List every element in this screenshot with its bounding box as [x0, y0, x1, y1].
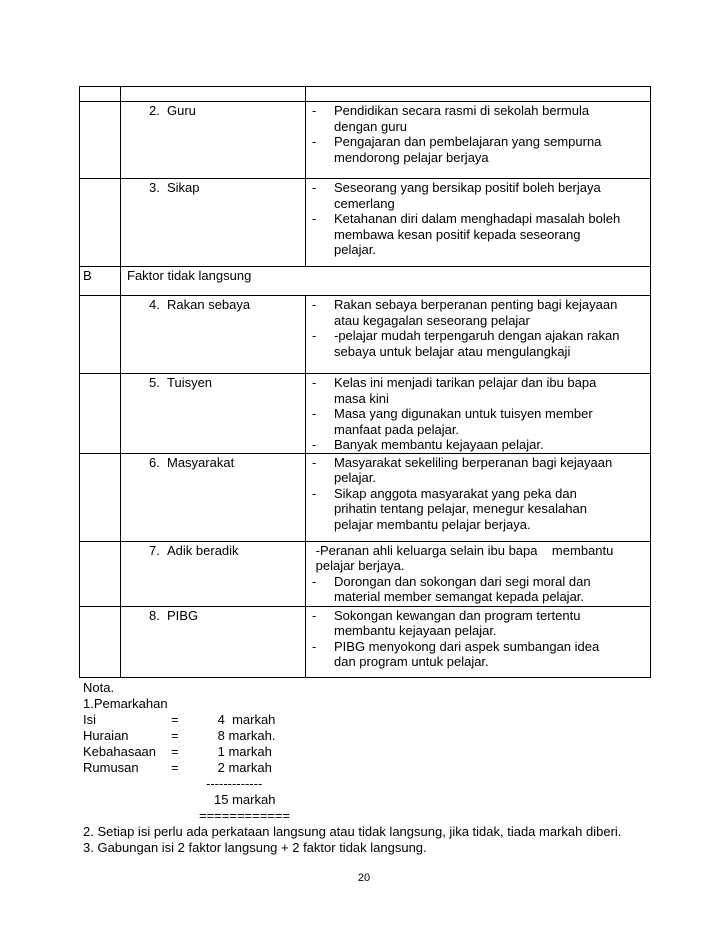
bullet-text	[334, 486, 647, 533]
bullet-dash: -	[312, 485, 317, 501]
bullet-point	[312, 486, 647, 533]
bullet-line: membantu kejayaan pelajar.	[334, 623, 497, 638]
bullet-point	[312, 608, 647, 639]
factor-points-cell	[306, 296, 651, 374]
bullet-line: prihatin tentang pelajar, menegur kesalahan	[334, 501, 587, 516]
bullet-line: Masyarakat sekeliling berperanan bagi kejayaan	[334, 454, 613, 470]
factor-points-cell	[306, 102, 651, 179]
bullet-dash: -	[312, 328, 317, 343]
section-b-row	[80, 267, 651, 296]
note-2: 2. Setiap isi perlu ada perkataan langsung atau tidak langsung, jika tidak, tiada markah diberi.	[83, 824, 622, 839]
notes-section	[83, 680, 683, 856]
score-value: 2 markah	[214, 760, 272, 775]
bullet-point	[312, 455, 647, 486]
factor-cell	[121, 453, 306, 541]
factor-points-cell	[306, 606, 651, 677]
table-row	[80, 374, 651, 454]
bullet-dash: -	[312, 134, 317, 149]
table-row	[80, 606, 651, 677]
row-section-cell	[80, 453, 121, 541]
bullet-line: -pelajar mudah terpengaruh dengan ajakan rakan	[334, 328, 620, 343]
bullet-line: material member semangat kepada pelajar.	[334, 589, 585, 604]
bullet-line: atau kegagalan seseorang pelajar	[334, 312, 530, 328]
bullet-point	[312, 211, 647, 258]
bullet-line: manfaat pada pelajar.	[334, 421, 460, 437]
bullet-line: Pengajaran dan pembelajaran yang sempurna	[334, 134, 602, 149]
bullet-point	[312, 134, 647, 165]
factor-name: Adik beradik	[167, 542, 239, 558]
factor-number: 4.	[149, 297, 160, 312]
factor-cell	[121, 606, 306, 677]
factor-number: 6.	[149, 454, 160, 470]
bullet-line: Banyak membantu kejayaan pelajar.	[334, 437, 544, 452]
bullet-dash: -	[312, 437, 317, 452]
factor-number: 3.	[149, 180, 160, 195]
plain-line: -Peranan ahli keluarga selain ibu bapa membantu	[312, 542, 614, 558]
score-divider: -------------	[206, 776, 263, 791]
bullet-dash: -	[312, 454, 317, 470]
section-letter: B	[80, 267, 121, 296]
notes-title: Nota.	[83, 680, 115, 695]
score-row	[83, 760, 683, 776]
bullet-dash: -	[312, 180, 317, 195]
table-row	[80, 296, 651, 374]
table-header-row	[80, 87, 651, 102]
marking-table	[79, 86, 651, 678]
factor-cell	[121, 374, 306, 454]
row-section-cell	[80, 374, 121, 454]
score-label: Huraian	[83, 728, 129, 743]
bullet-dash: -	[312, 406, 317, 421]
score-list	[83, 712, 683, 776]
bullet-line: cemerlang	[334, 195, 395, 211]
score-value: 4 markah	[214, 712, 276, 727]
section-title: Faktor tidak langsung	[121, 267, 651, 296]
bullet-text	[334, 406, 647, 437]
bullet-line: Masa yang digunakan untuk tuisyen member	[334, 406, 593, 421]
bullet-text	[334, 455, 647, 486]
factor-name: Sikap	[167, 180, 200, 195]
table-row	[80, 179, 651, 267]
row-section-cell	[80, 102, 121, 179]
score-row	[83, 712, 683, 728]
factor-points-cell	[306, 179, 651, 267]
score-equals: =	[171, 728, 179, 743]
bullet-line: Sokongan kewangan dan program tertentu	[334, 607, 581, 623]
plain-line: pelajar berjaya.	[312, 558, 405, 573]
factor-name: PIBG	[167, 607, 199, 623]
bullet-line: dengan guru	[334, 118, 408, 134]
bullet-line: pelajar.	[334, 470, 376, 485]
score-label: Rumusan	[83, 760, 139, 775]
bullet-line: sebaya untuk belajar atau mengulangkaji	[334, 343, 571, 359]
bullet-point	[312, 328, 647, 359]
factor-cell	[121, 102, 306, 179]
row-section-cell	[80, 179, 121, 267]
factor-points-cell	[306, 374, 651, 454]
bullet-point	[312, 103, 647, 134]
bullet-line: Kelas ini menjadi tarikan pelajar dan ibu bapa	[334, 375, 597, 390]
bullet-dash: -	[312, 375, 317, 390]
bullet-dash: -	[312, 607, 317, 623]
bullet-line: Pendidikan secara rasmi di sekolah bermula	[334, 103, 590, 118]
bullet-line: PIBG menyokong dari aspek sumbangan idea	[334, 638, 600, 654]
bullet-text	[334, 134, 647, 165]
bullet-line: pelajar membantu pelajar berjaya.	[334, 516, 531, 532]
page-number: 20	[357, 872, 371, 884]
bullet-text	[334, 375, 647, 406]
bullet-line: Ketahanan diri dalam menghadapi masalah boleh	[334, 211, 621, 226]
row-section-cell	[80, 296, 121, 374]
bullet-line: pelajar.	[334, 242, 376, 257]
factor-points-cell	[306, 453, 651, 541]
row-section-cell	[80, 541, 121, 606]
bullet-dash: -	[312, 211, 317, 226]
bullet-text	[334, 437, 647, 453]
factor-number: 5.	[149, 375, 160, 390]
bullet-point	[312, 406, 647, 437]
score-label: Kebahasaan	[83, 744, 157, 759]
score-equals: =	[171, 760, 179, 775]
factor-number: 7.	[149, 542, 160, 558]
bullet-dash: -	[312, 573, 317, 589]
bullet-text	[334, 608, 647, 639]
bullet-line: Seseorang yang bersikap positif boleh berjaya	[334, 180, 601, 195]
factor-name: Masyarakat	[167, 454, 235, 470]
factor-cell	[121, 179, 306, 267]
bullet-dash: -	[312, 103, 317, 118]
factor-name: Rakan sebaya	[167, 297, 251, 312]
bullet-point	[312, 639, 647, 670]
score-total: 15 markah	[214, 792, 276, 807]
table-row	[80, 541, 651, 606]
factor-name: Tuisyen	[167, 375, 213, 390]
note-3: 3. Gabungan isi 2 faktor langsung + 2 faktor tidak langsung.	[83, 840, 427, 855]
bullet-line: Rakan sebaya berperanan penting bagi kejayaan	[334, 297, 618, 312]
bullet-text	[334, 639, 647, 670]
score-label: Isi	[83, 712, 96, 727]
bullet-dash: -	[312, 638, 317, 654]
bullet-line: dan program untuk pelajar.	[334, 654, 489, 669]
bullet-text	[334, 574, 647, 605]
score-value: 8 markah.	[214, 728, 276, 743]
row-section-cell	[80, 606, 121, 677]
bullet-line: Sikap anggota masyarakat yang peka dan	[334, 485, 577, 501]
bullet-line: masa kini	[334, 390, 389, 406]
score-double-divider: ============	[199, 808, 291, 823]
bullet-line: mendorong pelajar berjaya	[334, 149, 489, 165]
factor-number: 8.	[149, 607, 160, 623]
bullet-point	[312, 180, 647, 211]
bullet-line: membawa kesan positif kepada seseorang	[334, 226, 581, 242]
bullet-point	[312, 297, 647, 328]
score-equals: =	[171, 712, 179, 727]
score-row	[83, 728, 683, 744]
bullet-text	[334, 103, 647, 134]
bullet-point	[312, 375, 647, 406]
bullet-point	[312, 437, 647, 453]
factor-name: Guru	[167, 103, 196, 118]
notes-subtitle: 1.Pemarkahan	[83, 696, 168, 711]
factor-points-cell	[306, 541, 651, 606]
score-value: 1 markah	[214, 744, 272, 759]
bullet-line: Dorongan dan sokongan dari segi moral dan	[334, 573, 591, 589]
score-row	[83, 744, 683, 760]
factor-number: 2.	[149, 103, 160, 118]
bullet-point	[312, 574, 647, 605]
table-row	[80, 102, 651, 179]
table-row	[80, 453, 651, 541]
bullet-text	[334, 297, 647, 328]
bullet-text	[334, 180, 647, 211]
bullet-text	[334, 328, 647, 359]
bullet-text	[334, 211, 647, 258]
factor-cell	[121, 541, 306, 606]
score-equals: =	[171, 744, 179, 759]
bullet-dash: -	[312, 297, 317, 312]
factor-cell	[121, 296, 306, 374]
